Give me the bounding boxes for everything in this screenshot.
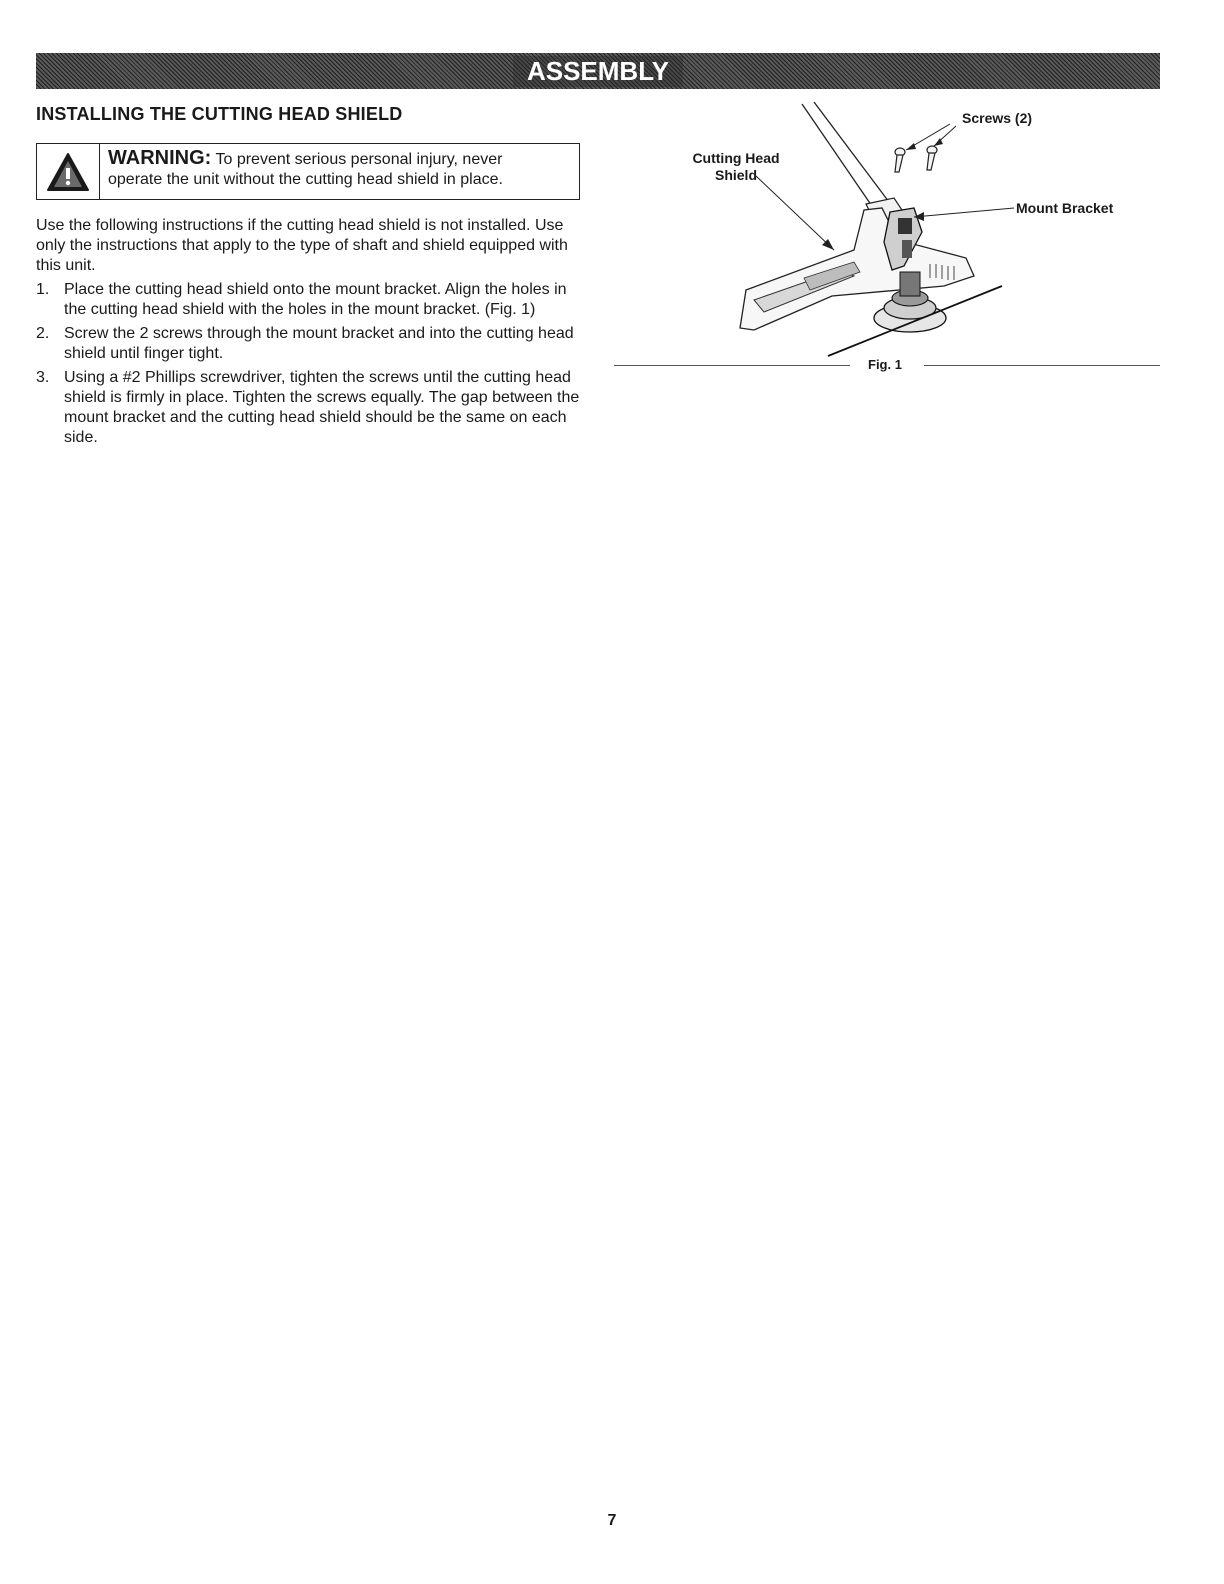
page-number: 7 (607, 1512, 617, 1529)
warning-text-line2: operate the unit without the cutting head shield in place. (108, 171, 503, 188)
warning-box (36, 143, 580, 200)
screws-illustration (895, 146, 937, 172)
warning-triangle-icon (46, 152, 90, 192)
label-mount-bracket: Mount Bracket (1016, 200, 1114, 216)
step-number: 1. (36, 281, 50, 298)
label-cutting-head-shield (674, 150, 798, 184)
figure-caption: Fig. 1 (868, 357, 902, 372)
steps-list (36, 280, 584, 452)
section-title: INSTALLING THE CUTTING HEAD SHIELD (36, 104, 403, 124)
figure-rule-left (614, 365, 850, 366)
section-banner (36, 53, 1160, 89)
label-cutting-head-line2: Shield (714, 167, 757, 183)
warning-icon-cell (37, 144, 100, 199)
banner-title: ASSEMBLY (513, 56, 683, 87)
step-text: Screw the 2 screws through the mount bracket and into the cutting head shield until finger tight. (64, 325, 574, 362)
step-text: Place the cutting head shield onto the mount bracket. Align the holes in the cutting head shield with the holes in the mount bracket. (Fig. 1) (64, 281, 567, 318)
trimmer-head-illustration (614, 100, 1160, 380)
step-item (36, 324, 584, 364)
warning-label: WARNING: (108, 147, 212, 169)
step-number: 2. (36, 325, 50, 342)
step-text: Using a #2 Phillips screwdriver, tighten the screws until the cutting head shield is firmly in place. Tighten the screws equally. The gap between the mount bracket and the cutting head shield should be the same on each side. (64, 369, 580, 446)
label-cutting-head-line1: Cutting Head (692, 150, 780, 166)
step-number: 3. (36, 369, 50, 386)
step-item (36, 280, 584, 320)
figure-1 (614, 100, 1160, 380)
step-item (36, 368, 584, 448)
intro-paragraph: Use the following instructions if the cutting head shield is not installed. Use only the instructions that apply to the type of shaft and shield equipped with this unit. (36, 217, 568, 274)
figure-rule-right (924, 365, 1160, 366)
warning-text (100, 144, 503, 199)
label-screws: Screws (2) (962, 110, 1033, 126)
warning-text-line1: To prevent serious personal injury, never (215, 151, 503, 168)
